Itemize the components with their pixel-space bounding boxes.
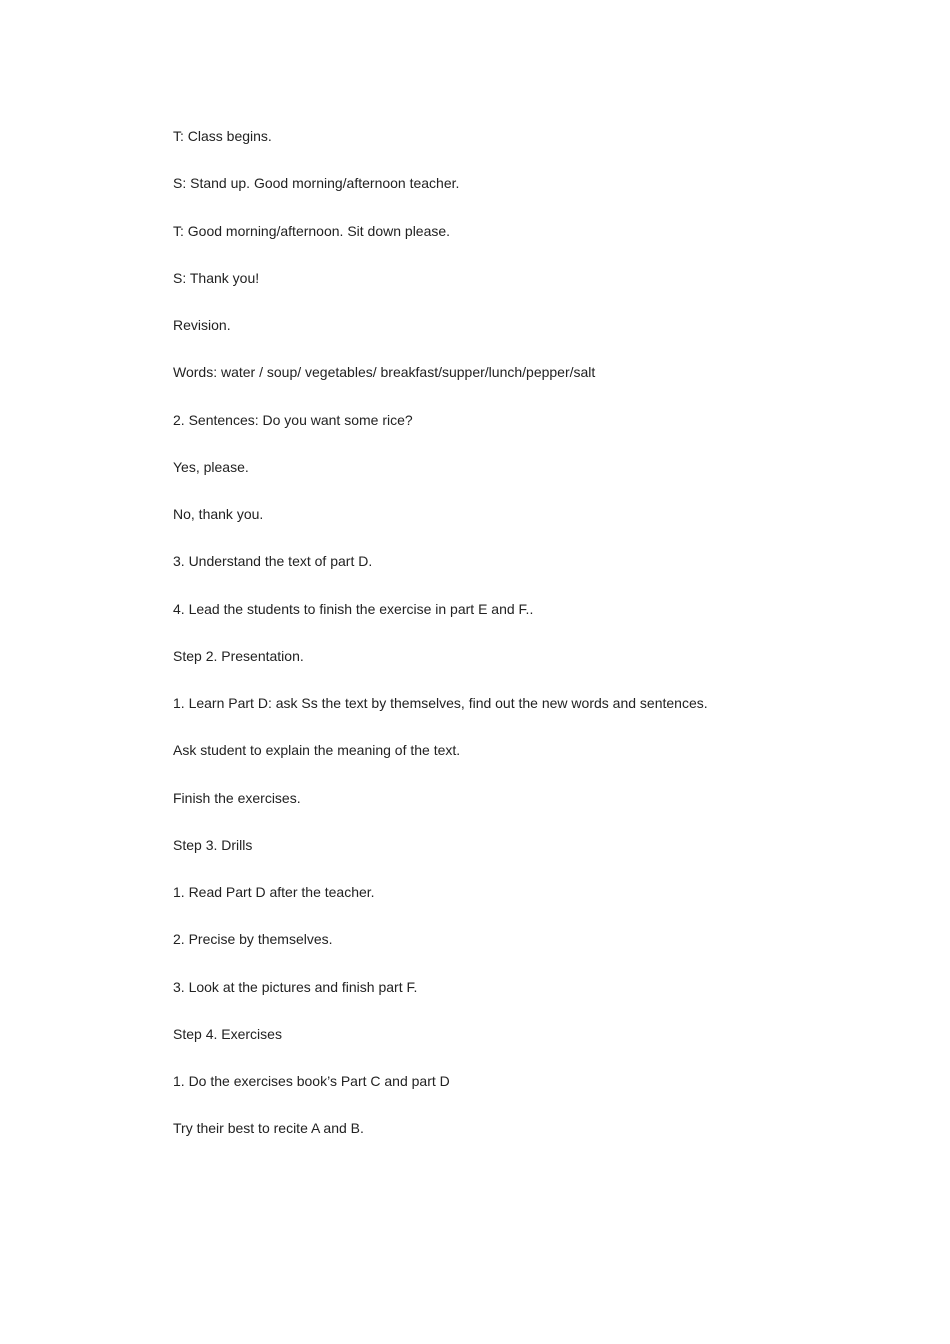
- list-item: 1. Do the exercises book’s Part C and part D: [173, 1073, 450, 1089]
- step-heading: Step 3. Drills: [173, 836, 253, 853]
- list-item: 3. Understand the text of part D.: [173, 553, 373, 570]
- lesson-text: [173, 127, 873, 1167]
- paragraph-line: Ask student to explain the meaning of the text.: [173, 742, 461, 759]
- step-heading: Step 4. Exercises: [173, 1025, 282, 1042]
- list-item: 3. Look at the pictures and finish part F.: [173, 978, 418, 995]
- list-item: 4. Lead the students to finish the exercise in part E and F..: [173, 600, 534, 617]
- sentence-line: 2. Sentences: Do you want some rice?: [173, 411, 413, 428]
- paragraph-line: Try their best to recite A and B.: [173, 1120, 364, 1137]
- dialogue-line: T: Good morning/afternoon. Sit down please.: [173, 222, 451, 239]
- dialogue-line: T: Class begins.: [173, 128, 272, 144]
- sentence-line: No, thank you.: [173, 506, 264, 522]
- section-heading: Revision.: [173, 317, 231, 333]
- dialogue-line: S: Stand up. Good morning/afternoon teacher.: [173, 175, 460, 192]
- paragraph-line: Finish the exercises.: [173, 789, 301, 806]
- list-item: 1. Learn Part D: ask Ss the text by themselves, find out the new words and sentences.: [173, 695, 708, 711]
- sentence-line: Yes, please.: [173, 458, 249, 475]
- list-item: 2. Precise by themselves.: [173, 931, 333, 948]
- list-item: 1. Read Part D after the teacher.: [173, 884, 375, 900]
- dialogue-line: S: Thank you!: [173, 269, 260, 286]
- step-heading: Step 2. Presentation.: [173, 647, 304, 664]
- vocabulary-line: Words: water / soup/ vegetables/ breakfast/supper/lunch/pepper/salt: [173, 364, 596, 381]
